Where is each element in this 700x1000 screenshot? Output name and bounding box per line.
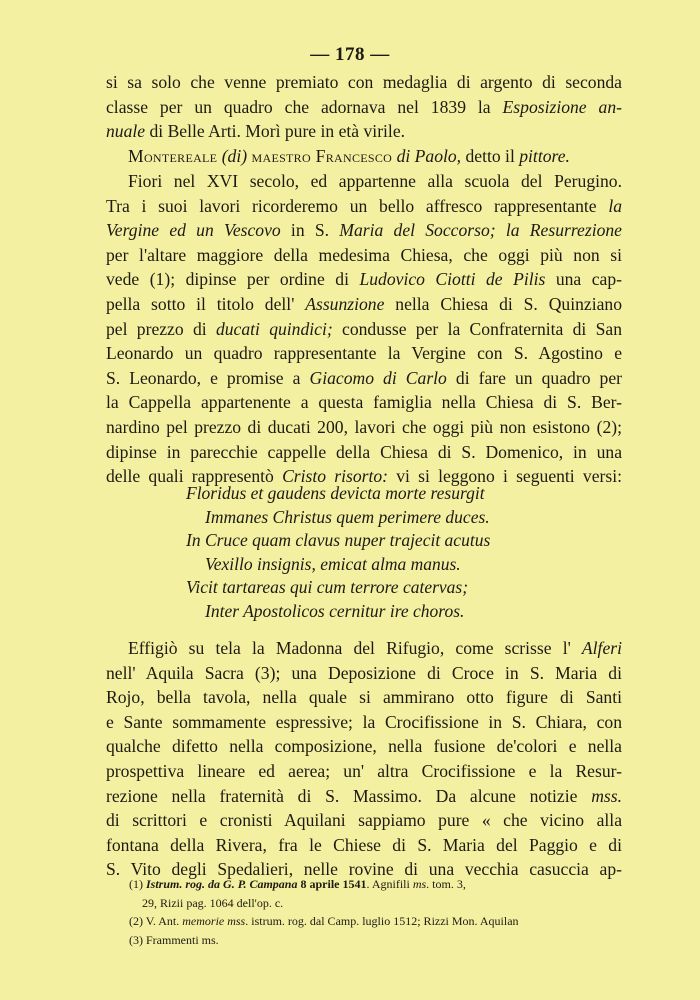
paragraph-3 [106, 636, 622, 882]
latin-verse [186, 482, 606, 624]
footnote-3: (3) Frammenti ms. [129, 932, 219, 947]
heading-title: maestro Francesco [251, 146, 393, 166]
page-number: — 178 — [310, 44, 390, 65]
verse-line: In Cruce quam clavus nuper trajecit acutus [186, 530, 491, 551]
text-line: di scrittori e cronisti Aquilani sappiamo pure « che vicino alla [106, 810, 622, 831]
heading-tail: detto il [465, 146, 515, 166]
text-line: nuale di Belle Arti. Morì pure in età virile. [106, 121, 406, 142]
paragraph-2 [106, 169, 622, 489]
text-line: pel prezzo di ducati quindici; condusse per la Confraternita di San [106, 318, 622, 339]
artist-surname: Montereale [128, 146, 218, 166]
text-line: pella sotto il titolo dell' Assunzione nella Chiesa di S. Quinziano [106, 293, 622, 314]
text-line: nell' Aquila Sacra (3); una Deposizione di Croce in S. Maria di [106, 662, 622, 683]
text-line: qualche difetto nella composizione, nella fusione de'colori e nella [106, 736, 622, 757]
text-line: per l'altare maggiore della medesima Chiesa, che oggi più non si [106, 244, 622, 265]
text-line: la Cappella appartenente a questa famiglia nella Chiesa di S. Ber- [106, 392, 622, 413]
verse-line: Vexillo insignis, emicat alma manus. [205, 553, 461, 574]
text-line: delle quali rappresentò Cristo risorto: vi si leggono i seguenti versi: [106, 466, 622, 487]
text-line: Vergine ed un Vescovo in S. Maria del Soccorso; la Resurrezione [106, 220, 622, 241]
text-line: e Sante sommamente espressive; la Crocifissione in S. Chiara, con [106, 711, 622, 732]
footnote-1: (1) Istrum. rog. da G. P. Campana 8 aprile 1541. Agnifili ms. tom. 3, [129, 877, 466, 891]
text-line: rezione nella fraternità di S. Massimo. Da alcune notizie mss. [106, 785, 622, 806]
text-line: vede (1); dipinse per ordine di Ludovico Ciotti de Pilis una cap- [106, 269, 622, 290]
heading-name-italic: di Paolo, [396, 146, 462, 166]
paragraph-1 [106, 70, 622, 144]
footnote-2: (2) V. Ant. memorie mss. istrum. rog. dal Camp. luglio 1512; Rizzi Mon. Aquilan [129, 914, 519, 928]
heading-epithet: pittore. [519, 146, 570, 166]
heading-particle: (di) [221, 146, 248, 166]
heading-line [106, 144, 622, 169]
text-line: Leonardo un quadro rappresentante la Vergine con S. Agostino e [106, 343, 622, 364]
artist-heading [106, 144, 622, 169]
text-line: dipinse in parecchie cappelle della Chiesa di S. Domenico, in una [106, 441, 622, 462]
text-line: nardino pel prezzo di ducati 200, lavori che oggi più non esistono (2); [106, 416, 622, 437]
verse-line: Floridus et gaudens devicta morte resurgit [186, 483, 485, 503]
text-line: Tra i suoi lavori ricorderemo un bello affresco rappresentante la [106, 195, 622, 216]
text-line: S. Leonardo, e promise a Giacomo di Carlo di fare un quadro per [106, 367, 623, 388]
text-line: Rojo, bella tavola, nella quale si ammirano otto figure di Santi [106, 687, 622, 708]
text-line: S. Vito degli Spedalieri, nelle rovine di una vecchia casuccia ap- [106, 859, 622, 880]
footnotes [129, 875, 629, 949]
text-line: Effigiò su tela la Madonna del Rifugio, come scrisse l' Alferi [128, 638, 622, 658]
text-line: classe per un quadro che adornava nel 1839 la Esposizione an- [106, 96, 622, 117]
text-line: fontana della Rivera, fra le Chiese di S. Maria del Paggio e di [106, 834, 622, 855]
verse-line: Inter Apostolicos cernitur ire choros. [205, 600, 465, 621]
verse-line: Vicit tartareas qui cum terrore catervas; [186, 577, 469, 598]
footnote-1-continued: 29, Rizii pag. 1064 dell'op. c. [142, 895, 284, 910]
text-line: si sa solo che venne premiato con medaglia di argento di seconda [106, 72, 622, 92]
text-line: Fiori nel XVI secolo, ed appartenne alla scuola del Perugino. [128, 171, 622, 191]
text-line: prospettiva lineare ed aerea; un' altra Crocifissione e la Resur- [106, 760, 622, 781]
verse-line: Immanes Christus quem perimere duces. [205, 506, 490, 527]
